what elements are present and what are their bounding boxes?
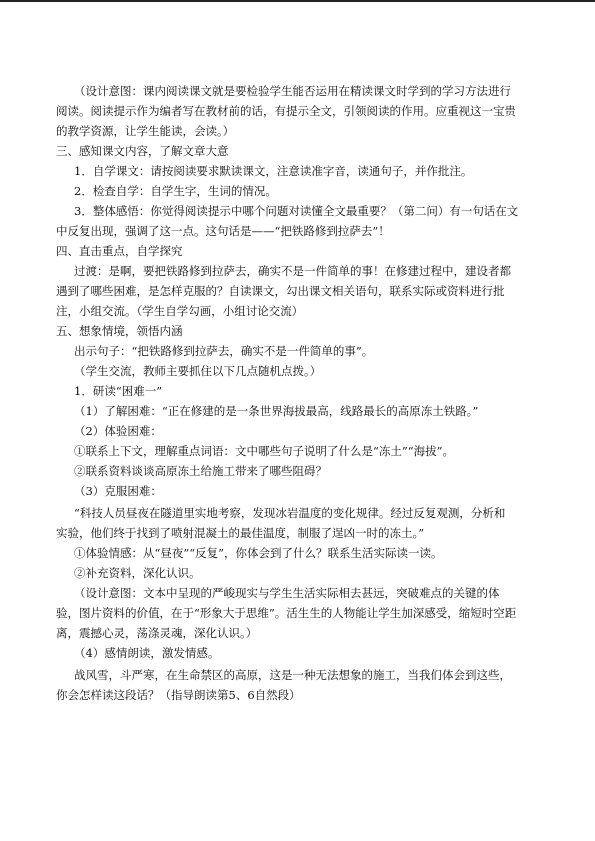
- step-self-study: 1．自学课文：请按阅读要求默读课文，注意读准字音，读通句子，并作批注。: [74, 164, 473, 178]
- design-intent-line-2: 阅读。阅读提示作为编者写在教材前的话，有提示全文，引领阅读的作用。应重视这一宝贵: [56, 104, 516, 118]
- quote-line-1: “科技人员昼夜在隧道里实地考察，发现冰岩温度的变化规律。经过反复观测，分析和: [74, 506, 506, 520]
- design-intent-2-line-2: 验，图片资料的价值，在于“形象大于思维”。活生生的人物能让学生加深感受，缩短时空距: [56, 606, 517, 620]
- design-intent-2-line-3: 离，震撼心灵，荡涤灵魂，深化认识。）: [56, 626, 258, 640]
- design-intent-line-1: （设计意图：课内阅读课文就是要检验学生能否运用在精读课文时学到的学习方法进行: [74, 84, 511, 98]
- understand-difficulty: （1）了解困难：“正在修建的是一条世界海拔最高，线路最长的高原冻土铁路。”: [74, 404, 479, 418]
- step-overall-line-2: 中反复出现，强调了这一点。这句话是——“把铁路修到拉萨去”！: [56, 224, 390, 238]
- student-exchange-note: （学生交流，教师主要抓住以下几点随机点拨。）: [74, 364, 322, 378]
- section-four-heading: 四、直击重点，自学探究: [56, 244, 183, 258]
- context-keywords: ①联系上下文，理解重点词语：文中哪些句子说明了什么是“冻土”“海拔”。: [74, 444, 455, 458]
- transition-line-2: 遇到了哪些困难，是怎样克服的？自读课文，勾出课文相关语句，联系实际或资料进行批: [56, 284, 505, 298]
- experience-emotion: ①体验情感：从“昼夜”“反复”，你体会到了什么？联系生活实际读一读。: [74, 546, 443, 560]
- materials-obstacles: ②联系资料谈谈高原冻土给施工带来了哪些阻碍？: [74, 464, 327, 478]
- design-intent-line-3: 的教学资源，让学生能读，会读。）: [56, 124, 235, 138]
- study-difficulty-one: 1．研读“困难一”: [74, 384, 163, 398]
- transition-line-3: 注，小组交流。（学生自学勾画，小组讨论交流）: [56, 304, 304, 318]
- experience-difficulty: （2）体验困难：: [74, 424, 162, 438]
- section-three-heading: 三、感知课文内容，了解文章大意: [56, 144, 229, 158]
- overcome-difficulty: （3）克服困难：: [74, 484, 162, 498]
- step-overall-line-1: 3．整体感悟：你觉得阅读提示中哪个问题对读懂全文最重要？（第二问）有一句话在文: [74, 204, 519, 218]
- step-check-study: 2．检查自学：自学生字，生词的情况。: [74, 184, 277, 198]
- transition-line-1: 过渡：是啊，要把铁路修到拉萨去，确实不是一件简单的事！在修建过程中，建设者都: [74, 264, 511, 278]
- show-sentence: 出示句子：“把铁路修到拉萨去，确实不是一件简单的事”。: [74, 344, 374, 358]
- section-five-heading: 五、想象情境，领悟内涵: [56, 324, 183, 338]
- supplement-materials: ②补充资料，深化认识。: [74, 566, 201, 580]
- emotional-reading: （4）感情朗读，激发情感。: [74, 646, 220, 660]
- design-intent-2-line-1: （设计意图：文本中呈现的严峻现实与学生生活实际相去甚远，突破难点的关键的体: [74, 586, 500, 600]
- quote-line-2: 实验，他们终于找到了喷射混凝土的最佳温度，制服了逞凶一时的冻土。”: [56, 526, 425, 540]
- closing-line-1: 战风雪，斗严寒，在生命禁区的高原，这是一种无法想象的施工，当我们体会到这些，: [74, 668, 511, 682]
- top-rule: [0, 0, 595, 2]
- closing-line-2: 你会怎样读这段话？（指导朗读第5、6自然段）: [56, 688, 301, 702]
